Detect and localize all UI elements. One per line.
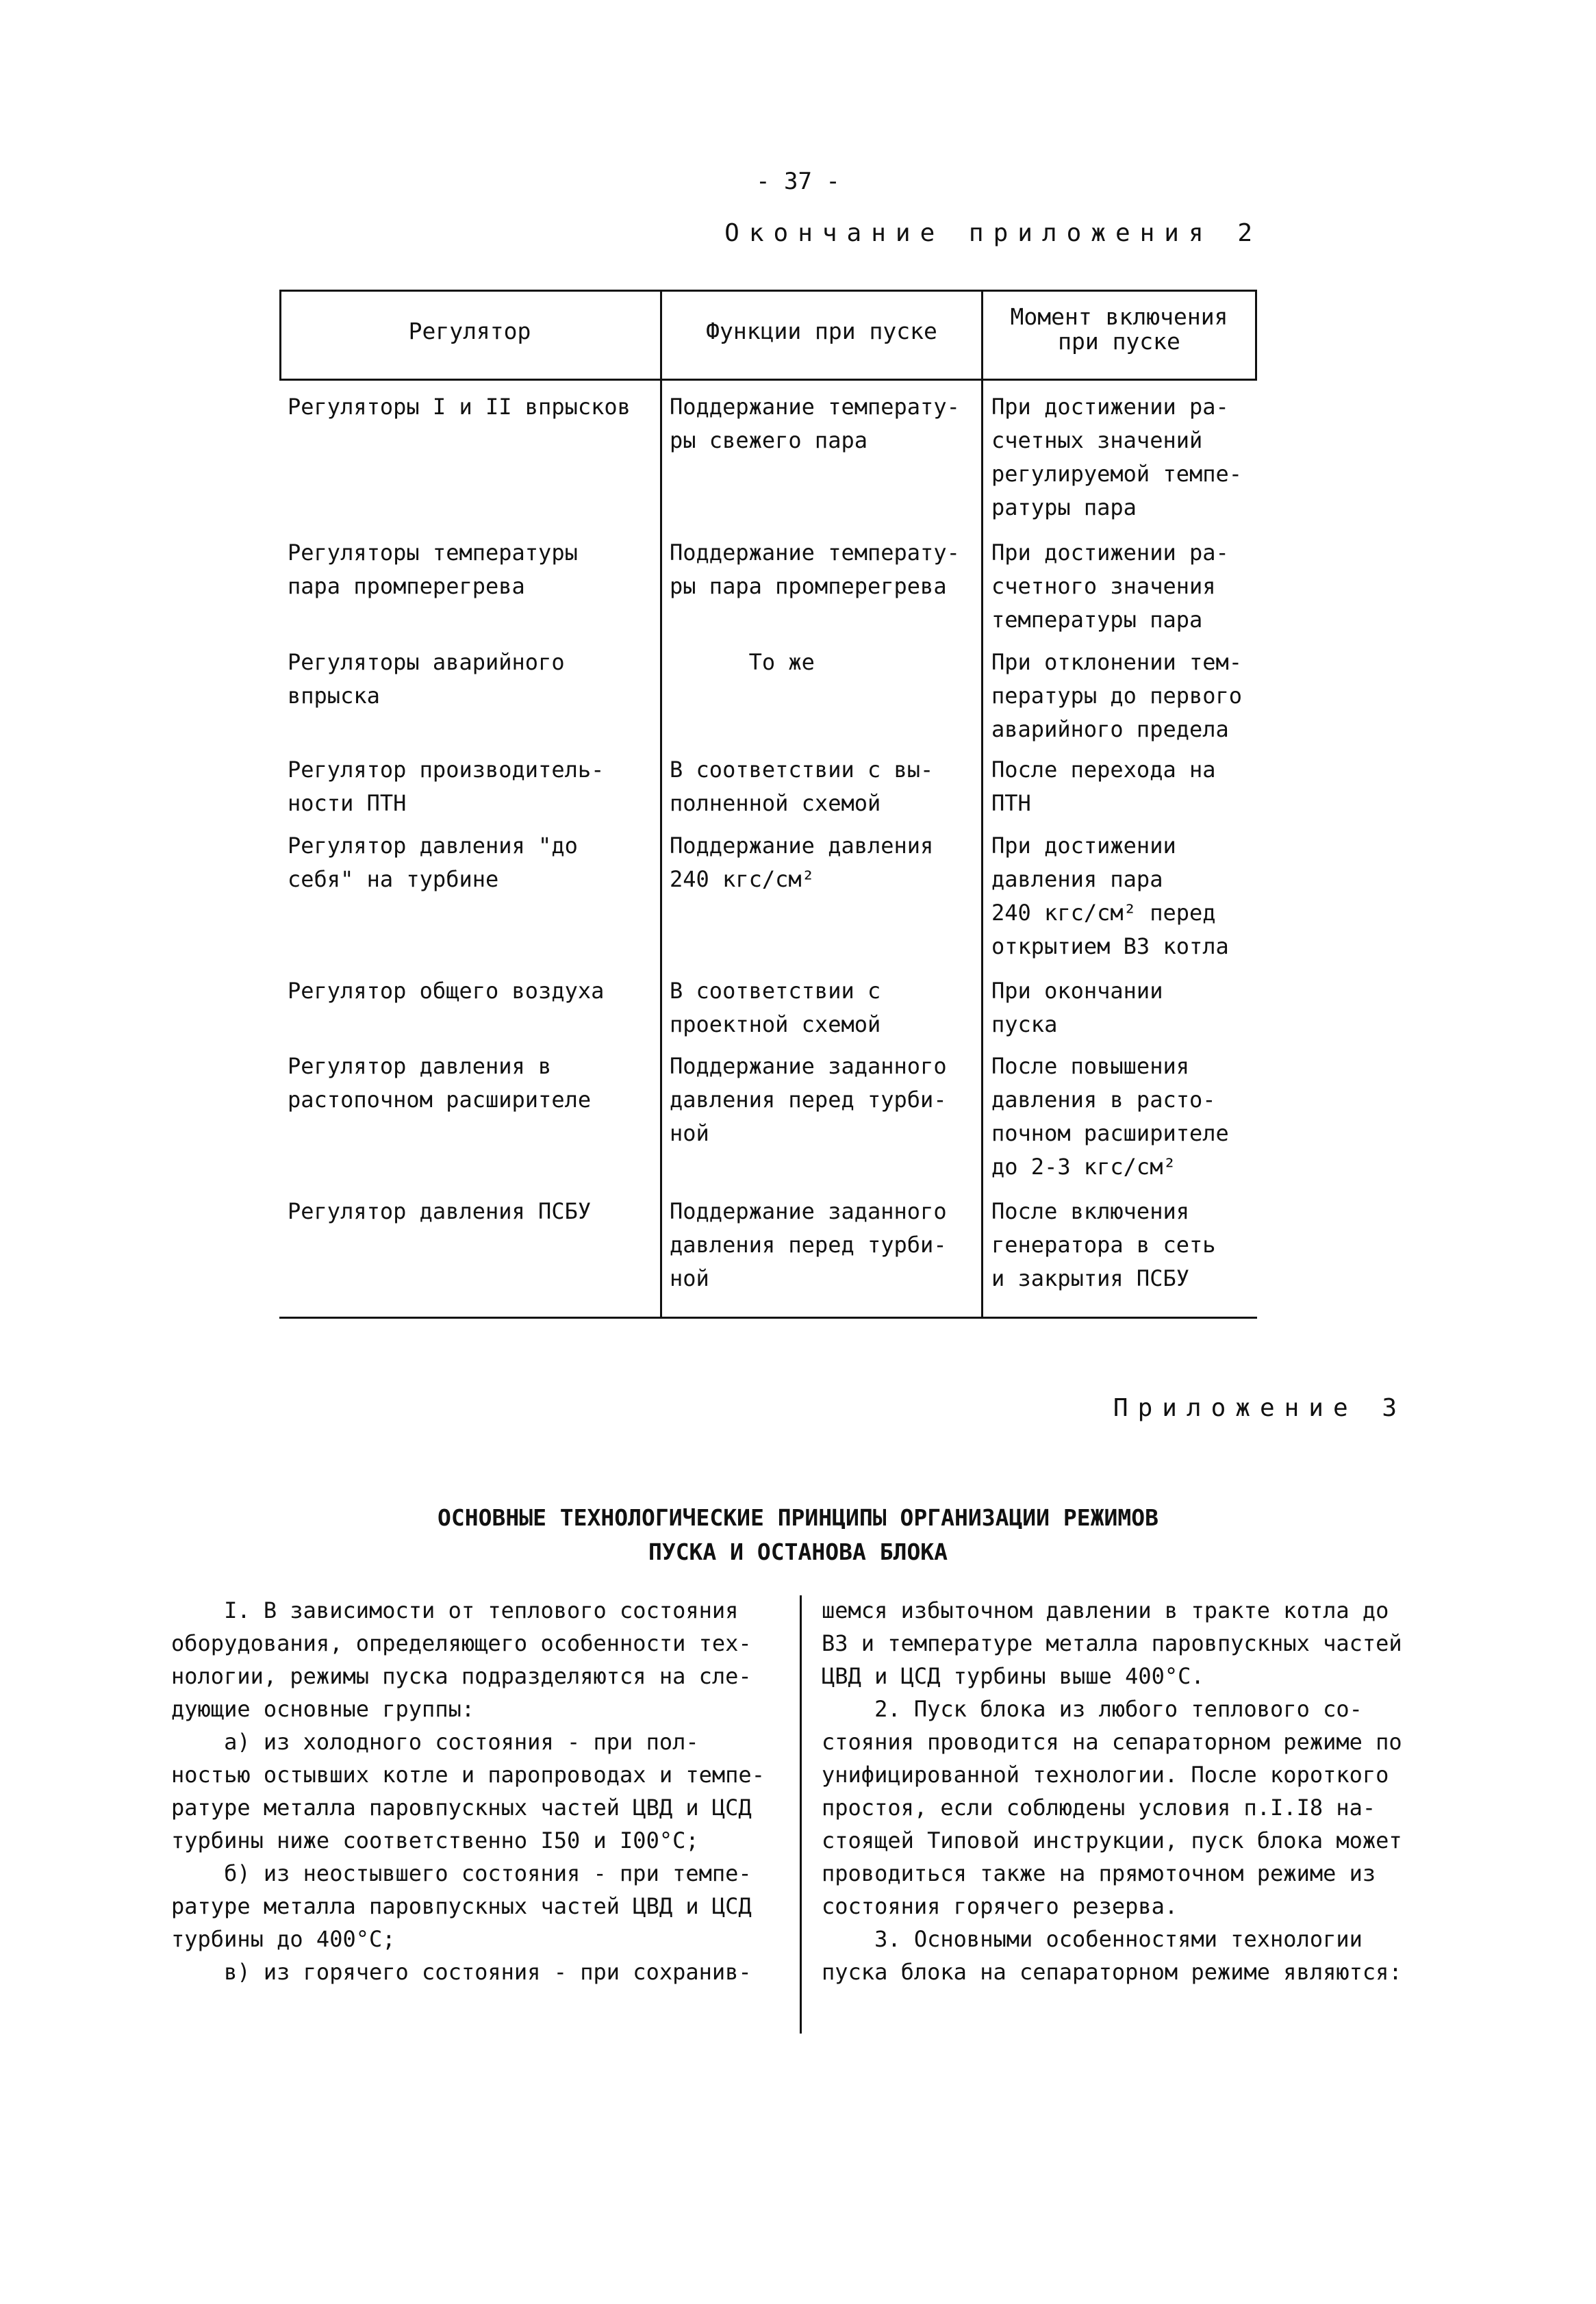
column-divider (800, 1595, 802, 2034)
table-cell: То же (670, 649, 815, 675)
table-cell: При окончании пуска (991, 978, 1163, 1037)
table-cell: После повышения давления в расто- почном расширителе до 2-3 кгс/см² (991, 1053, 1229, 1180)
left-text-column: I. В зависимости от теплового состояния оборудования, определяющего особенности тех- нологии, режимы пуска подразделяются на сле- дующие основные группы: а) из холодного состояния - при пол- ностью остывших котле и паропроводах и темпе- ратуре металла паровпускных частей ЦВД и ЦСД турбины ниже соответственно I50 и I00°С; б) из неостывшего состояния - при темпе- ратуре металла паровпускных частей ЦВД и ЦСД турбины до 400°С; в) из горячего состояния - при сохранив- (171, 1597, 765, 1985)
table-col-divider-2 (981, 290, 983, 1319)
table-top-border (279, 290, 1257, 292)
section-title-line-2: ПУСКА И ОСТАНОВА БЛОКА (648, 1539, 948, 1565)
table-cell: После включения генератора в сеть и закрытия ПСБУ (991, 1198, 1216, 1291)
right-text-column: шемся избыточном давлении в тракте котла до ВЗ и температуре металла паровпускных частей ЦВД и ЦСД турбины выше 400°С. 2. Пуск блока из любого теплового со- стояния проводится на сепараторном режиме по унифицированной технологии. После короткого простоя, если соблюдены условия п.I.I8 на- стоящей Типовой инструкции, пуск блока может проводиться также на прямоточном режиме из состояния горячего резерва. 3. Основными особенностями технологии пуска блока на сепараторном режиме являются: (822, 1597, 1402, 1985)
regulators-table (279, 290, 1257, 1320)
table-cell: Поддержание температу- ры пара промперегрева (670, 540, 960, 599)
table-cell: Поддержание температу- ры свежего пара (670, 394, 960, 453)
table-cell: Регулятор давления ПСБУ (288, 1198, 592, 1224)
table-cell: Поддержание давления 240 кгс/см² (670, 833, 934, 892)
table-cell: После перехода на ПТН (991, 757, 1216, 816)
table-cell: В соответствии с вы- полненной схемой (670, 757, 934, 816)
header-functions: Функции при пуске (706, 318, 937, 344)
section-title (0, 1501, 1596, 1569)
table-cell: При достижении ра- счетного значения температуры пара (991, 540, 1229, 633)
table-cell: При достижении давления пара 240 кгс/см² перед открытием ВЗ котла (991, 833, 1229, 959)
table-cell: При отклонении тем- пературы до первого аварийного предела (991, 649, 1243, 742)
table-cell: Регулятор производитель- ности ПТН (288, 757, 605, 816)
table-cell: Регулятор давления в растопочном расширителе (288, 1053, 592, 1113)
table-cell: При достижении ра- счетных значений регулируемой темпе- ратуры пара (991, 394, 1243, 520)
table-cell: Регуляторы I и II впрысков (288, 394, 631, 420)
page-number: - 37 - (756, 168, 840, 195)
table-cell: В соответствии с проектной схемой (670, 978, 881, 1037)
table-cell: Поддержание заданного давления перед турби- ной (670, 1198, 947, 1291)
table-cell: Регулятор общего воздуха (288, 978, 605, 1004)
header-moment: Момент включения при пуске (1010, 303, 1228, 355)
table-cell: Поддержание заданного давления перед турби- ной (670, 1053, 947, 1146)
header-regulator: Регулятор (408, 318, 531, 344)
table-bottom-border (279, 1317, 1257, 1319)
appendix-3-label: Приложение 3 (1113, 1394, 1406, 1422)
table-right-border (1255, 290, 1257, 380)
section-title-line-1: ОСНОВНЫЕ ТЕХНОЛОГИЧЕСКИЕ ПРИНЦИПЫ ОРГАНИЗАЦИИ РЕЖИМОВ (438, 1504, 1158, 1531)
table-header-border (279, 379, 1257, 381)
appendix-end-label: Окончание приложения 2 (724, 219, 1262, 247)
table-cell: Регуляторы температуры пара промперегрева (288, 540, 578, 599)
table-col-divider-1 (660, 290, 662, 1319)
table-cell: Регуляторы аварийного впрыска (288, 649, 565, 709)
table-cell: Регулятор давления "до себя" на турбине (288, 833, 578, 892)
